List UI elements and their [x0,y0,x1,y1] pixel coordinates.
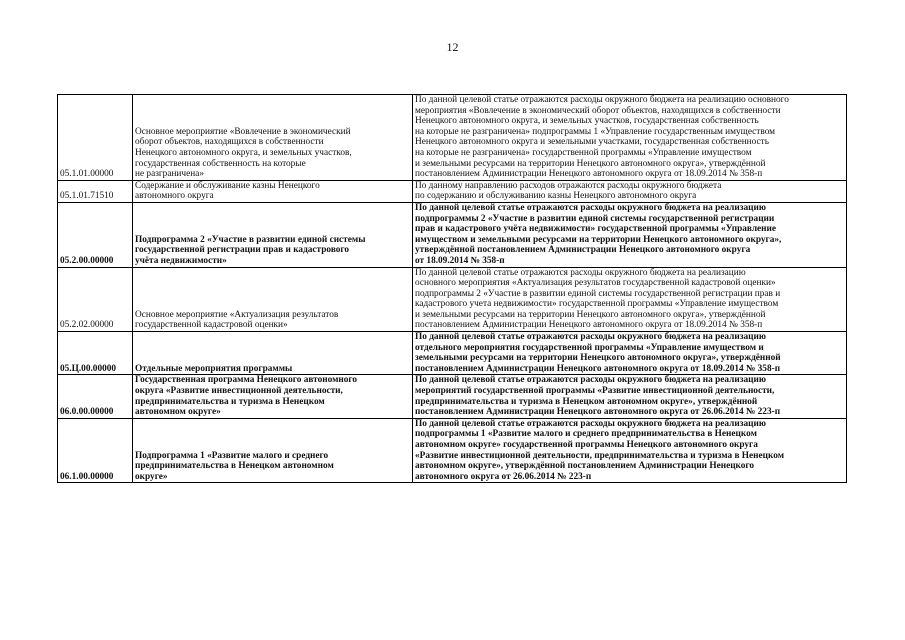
table-row [58,375,847,418]
name-line: Подпрограмма 1 «Развитие малого и среднего [135,450,329,461]
description-line: По данной целевой статье отражаются расходы окружного бюджета на реализацию [415,418,766,429]
target-article-description [413,332,847,375]
target-article-code: 05.1.01.00000 [58,95,133,181]
target-article-code: 06.0.00.00000 [58,375,133,418]
description-line: «Развитие инвестиционной деятельности, предпринимательства и туризма в Ненецком [415,450,785,461]
name-line: Ненецкого автономного округа, и земельных участков, [135,147,352,158]
target-article-description [413,375,847,418]
target-article-description [413,267,847,332]
name-line: не разграничена» [135,169,204,180]
table-row [58,180,847,202]
description-line: имуществом и земельными ресурсами на территории Ненецкого автономного округа», [415,234,782,245]
description-line: постановлением Администрации Ненецкого автономного округа от 18.09.2014 № 358-п [415,169,763,180]
target-article-code: 05.2.00.00000 [58,202,133,267]
description-line: отдельного мероприятия государственной программы «Управление имуществом и [415,342,764,353]
description-line: прав и кадастрового учёта недвижимости» государственной программы «Управление [415,224,777,235]
table-body [58,95,847,483]
description-line: от 18.09.2014 № 358-п [415,255,505,266]
description-line: автономном округе», утверждённой постановлением Администрации Ненецкого [415,461,755,472]
target-article-description [413,180,847,202]
description-line: подпрограммы 1 «Развитие малого и среднего предпринимательства в Ненецком [415,429,757,440]
page-number: 12 [446,40,459,54]
target-article-name [133,267,413,332]
description-line: по содержанию и обслуживанию казны Ненецкого автономного округа [415,191,697,202]
name-line: округе» [135,471,168,482]
description-line: постановлением Администрации Ненецкого автономного округа от 18.09.2014 № 358-п [415,320,763,331]
target-article-description [413,418,847,483]
name-line: оборот объектов, находящихся в собственности [135,137,324,148]
description-line: По данной целевой статье отражаются расходы окружного бюджета на реализацию основного [415,95,789,105]
description-line: Ненецкого автономного округа и земельными участками, государственная собственность [415,137,769,148]
table-row [58,418,847,483]
table-row [58,332,847,375]
description-line: Ненецкого автономного округа, и земельных участков, государственная собственность [415,116,759,127]
name-line: Отдельные мероприятия программы [135,363,293,374]
description-line: предпринимательства и туризма в Ненецком автономном округе», утверждённой [415,396,758,407]
name-line: округа «Развитие инвестиционной деятельности, [135,386,343,397]
description-line: По данному направлению расходов отражаются расходы окружного бюджета [415,180,722,191]
target-article-code: 05.1.01.71510 [58,180,133,202]
target-article-name [133,202,413,267]
description-line: мероприятий государственной программы «Развитие инвестиционной деятельности, [415,386,775,397]
table-row [58,202,847,267]
description-line: автономном округе» государственной программы Ненецкого автономного округа [415,440,758,450]
description-line: По данной целевой статье отражаются расходы окружного бюджета на реализацию [415,375,766,386]
name-line: Государственная программа Ненецкого автономного [135,375,358,386]
name-line: государственная собственность на которые [135,158,306,169]
name-line: учёта недвижимости» [135,255,227,266]
target-article-code: 05.Ц.00.00000 [58,332,133,375]
target-article-name [133,180,413,202]
name-line: автономном округе» [135,407,221,418]
description-line: По данной целевой статье отражаются расходы окружного бюджета на реализацию [415,332,766,343]
description-line: основного мероприятия «Актуализация результатов государственной кадастровой оценки» [415,278,776,289]
name-line: Содержание и обслуживание казны Ненецкого [135,180,320,191]
target-article-name [133,418,413,483]
name-line: предпринимательства и туризма в Ненецком [135,396,325,407]
description-line: и земельными ресурсами на территории Ненецкого автономного округа», утверждённой [415,158,766,169]
target-article-code: 05.2.02.00000 [58,267,133,332]
target-article-description [413,202,847,267]
description-line: подпрограммы 2 «Участие в развитии единой системы государственной регистрации [415,213,775,224]
target-article-code: 06.1.00.00000 [58,418,133,483]
target-articles-table [57,94,847,483]
description-line: мероприятия «Вовлечение в экономический оборот объектов, находящихся в собственности [415,105,781,116]
name-line: автономного округа [135,191,214,202]
description-line: подпрограммы 2 «Участие в развитии единой системы государственной регистрации прав и [415,288,781,299]
description-line: утверждённой постановлением Администрации Ненецкого автономного округа [415,245,751,256]
table-row [58,267,847,332]
description-line: постановлением Администрации Ненецкого автономного округа от 18.09.2014 № 358-п [415,363,781,374]
target-article-name [133,95,413,181]
description-line: По данной целевой статье отражаются расходы окружного бюджета на реализацию [415,202,766,213]
description-line: автономного округа от 26.06.2014 № 223-п [415,471,592,482]
description-line: постановлением Администрации Ненецкого автономного округа от 26.06.2014 № 223-п [415,407,781,418]
description-line: на которые не разграничена» подпрограммы 1 «Управление государственным имуществом [415,126,776,137]
description-line: и земельными ресурсами на территории Ненецкого автономного округа», утверждённой [415,309,766,320]
name-line: Основное мероприятие «Актуализация результатов [135,309,339,320]
target-article-name [133,332,413,375]
name-line: предпринимательства в Ненецком автономном [135,461,334,472]
description-line: земельными ресурсами на территории Ненецкого автономного округа», утверждённой [415,353,781,364]
target-article-description [413,95,847,181]
name-line: Основное мероприятие «Вовлечение в экономический [135,126,351,137]
description-line: кадастрового учета недвижимости» государственной программы «Управление имуществом [415,299,779,310]
table-row [58,95,847,181]
description-line: на которые не разграничена» государственной программы «Управление имуществом [415,147,752,158]
name-line: Подпрограмма 2 «Участие в развитии единой системы [135,234,366,245]
target-article-name [133,375,413,418]
name-line: государственной регистрации прав и кадастрового [135,245,350,256]
name-line: государственной кадастровой оценки» [135,320,288,331]
description-line: По данной целевой статье отражаются расходы окружного бюджета на реализацию [415,267,746,278]
